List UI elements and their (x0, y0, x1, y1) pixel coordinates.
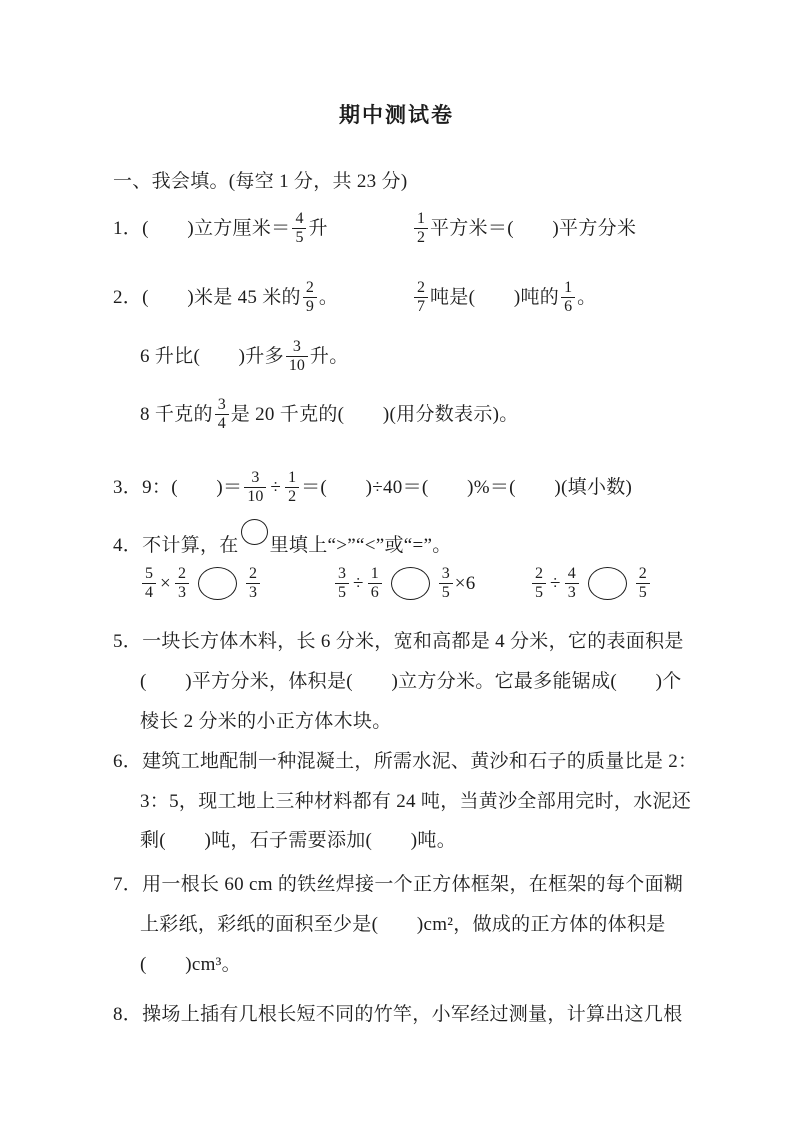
section-heading: 一、我会填。(每空 1 分，共 23 分) (113, 171, 408, 192)
compare-circle-icon (241, 519, 268, 545)
fraction-denominator: 5 (292, 228, 306, 247)
fraction (175, 565, 189, 602)
q2-left-text: 2．( )米是 45 米的 (113, 286, 301, 308)
fraction-numerator: 2 (417, 278, 425, 296)
question-7-line1: 7．用一根长 60 cm 的铁丝焊接一个正方体框架，在框架的每个面糊 (113, 874, 684, 895)
fraction (636, 565, 650, 602)
q1-left-text: 1．( )立方厘米＝ (113, 217, 291, 239)
fraction-denominator: 3 (175, 583, 189, 602)
fraction-denominator: 2 (285, 487, 299, 506)
fraction-denominator: 10 (244, 487, 266, 506)
fraction-numerator: 3 (217, 395, 226, 413)
q2-left-period: 。 (318, 286, 339, 308)
fraction (532, 565, 546, 602)
question-8-line1: 8．操场上插有几根长短不同的竹竿，小军经过测量，计算出这几根 (113, 1004, 683, 1025)
question-7-line2: 上彩纸，彩纸的面积至少是( )cm²，做成的正方体的体积是 (140, 914, 666, 935)
q2-line3-tail: 是 20 千克的( )(用分数表示)。 (230, 403, 519, 425)
fraction-denominator: 4 (215, 414, 229, 433)
fraction-numerator: 1 (417, 209, 425, 227)
divide-operator: ÷ (353, 572, 364, 594)
multiply-operator: × (160, 572, 172, 594)
fraction (561, 279, 575, 316)
fraction (244, 469, 266, 506)
fraction-denominator: 5 (636, 583, 650, 602)
fraction-numerator: 2 (638, 564, 647, 582)
q2-line3-text: 8 千克的 (140, 403, 213, 425)
fraction-denominator: 7 (414, 297, 428, 316)
fraction (414, 210, 428, 247)
question-1-right (412, 205, 636, 251)
question-2-right (412, 274, 596, 320)
fraction-denominator: 3 (246, 583, 260, 602)
fraction (439, 565, 453, 602)
question-6-line3: 剩( )吨，石子需要添加( )吨。 (140, 830, 457, 851)
question-5-line2: ( )平方分米，体积是( )立方分米。它最多能锯成( )个 (140, 671, 682, 692)
question-3 (113, 464, 632, 510)
fraction-numerator: 2 (249, 564, 258, 582)
q1-right-text: 平方米＝( )平方分米 (430, 217, 637, 239)
q2-line2-text: 6 升比( )升多 (140, 345, 284, 367)
q4-expression-3 (530, 558, 652, 608)
question-1-left (113, 205, 328, 251)
fraction-denominator: 6 (368, 583, 382, 602)
fraction (368, 565, 382, 602)
question-6-line2: 3：5，现工地上三种材料都有 24 吨，当黄沙全部用完时，水泥还 (140, 791, 692, 812)
fraction (285, 469, 299, 506)
fraction-denominator: 5 (335, 583, 349, 602)
q4-expression-2 (333, 558, 476, 608)
fraction-numerator: 1 (564, 278, 573, 296)
fraction (292, 210, 306, 247)
divide-operator: ÷ (270, 476, 282, 498)
fraction-numerator: 5 (145, 564, 153, 582)
fraction (565, 565, 579, 602)
question-6-line1: 6．建筑工地配制一种混凝土，所需水泥、黄沙和石子的质量比是 2： (113, 751, 698, 772)
q2-right-text: 吨是( )吨的 (430, 286, 560, 308)
fraction-numerator: 3 (292, 337, 301, 355)
q4-header-text: 4．不计算，在 (113, 535, 239, 556)
fraction (303, 279, 317, 316)
fraction (286, 338, 308, 375)
fraction (414, 279, 428, 316)
question-2-line3 (140, 391, 519, 437)
fraction (335, 565, 349, 602)
fraction-denominator: 2 (414, 228, 428, 247)
compare-circle-icon (588, 567, 627, 600)
q1-left-unit: 升 (308, 217, 328, 239)
q3-tail: ＝( )÷40＝( )%＝( )(填小数) (301, 476, 633, 498)
divide-operator: ÷ (550, 572, 561, 594)
q4-expression-1 (140, 558, 262, 608)
fraction-denominator: 10 (286, 356, 308, 375)
question-5-line1: 5．一块长方体木料，长 6 分米，宽和高都是 4 分米，它的表面积是 (113, 631, 684, 652)
fraction-numerator: 3 (441, 564, 450, 582)
fraction-numerator: 2 (178, 564, 187, 582)
fraction-numerator: 3 (251, 468, 260, 486)
fraction-numerator: 2 (305, 278, 314, 296)
question-4-header (113, 519, 452, 561)
question-2-line2 (140, 333, 349, 379)
q3-text: 3．9：( )＝ (113, 476, 243, 498)
fraction-numerator: 4 (567, 564, 576, 582)
fraction-denominator: 5 (439, 583, 453, 602)
question-7-line3: ( )cm³。 (140, 954, 241, 975)
fraction-numerator: 3 (338, 564, 346, 582)
fraction (246, 565, 260, 602)
q4-header-tail: 里填上“>”“<”或“=”。 (269, 535, 452, 556)
compare-circle-icon (198, 567, 237, 600)
q4-e2-tail: ×6 (454, 572, 476, 594)
fraction-denominator: 3 (565, 583, 579, 602)
fraction-denominator: 9 (303, 297, 317, 316)
fraction-numerator: 1 (288, 468, 297, 486)
fraction (142, 565, 156, 602)
question-2-left (113, 274, 338, 320)
fraction-denominator: 6 (561, 297, 575, 316)
page-title: 期中测试卷 (339, 103, 454, 127)
question-5-line3: 棱长 2 分米的小正方体木块。 (140, 711, 392, 732)
fraction-numerator: 4 (295, 209, 304, 227)
compare-circle-icon (391, 567, 430, 600)
fraction-numerator: 1 (370, 564, 379, 582)
fraction-denominator: 5 (532, 583, 546, 602)
q2-line2-unit: 升。 (309, 345, 349, 367)
fraction-numerator: 2 (535, 564, 543, 582)
fraction-denominator: 4 (142, 583, 156, 602)
fraction (215, 396, 229, 433)
q2-right-period: 。 (577, 286, 597, 308)
